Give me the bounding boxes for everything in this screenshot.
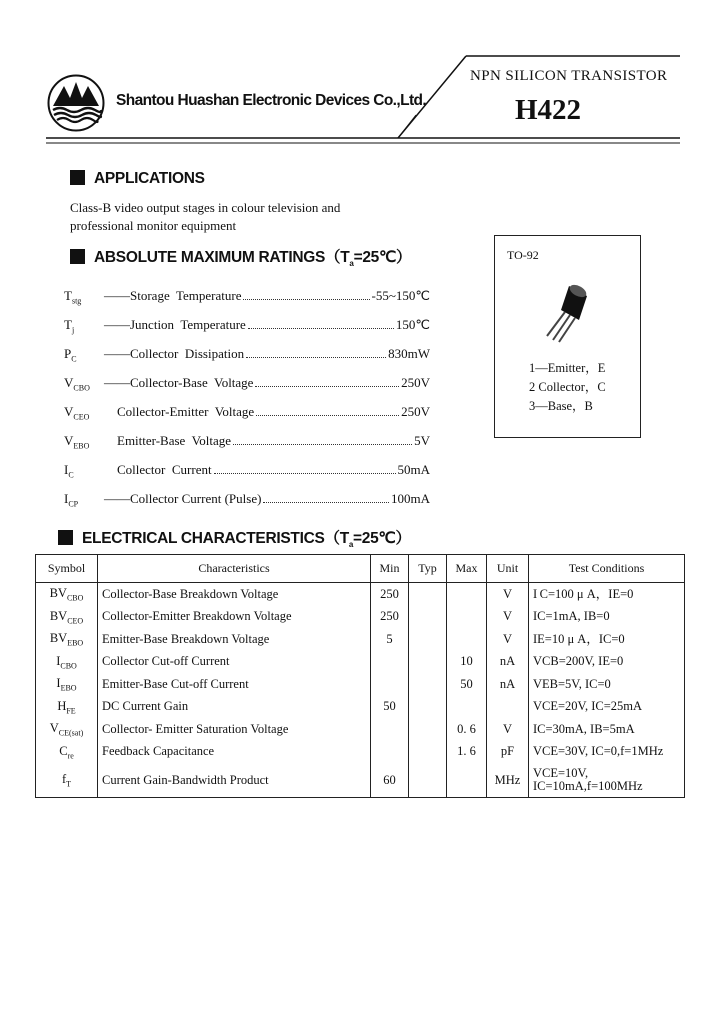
cell-typ bbox=[409, 741, 447, 764]
abs-max-row bbox=[64, 346, 434, 364]
rating-label: Emitter-Base Voltage bbox=[104, 433, 232, 448]
cell-characteristic: Collector-Emitter Breakdown Voltage bbox=[98, 606, 371, 629]
applications-text: Class-B video output stages in colour television and professional monitor equipment bbox=[70, 200, 341, 233]
table-row bbox=[36, 718, 685, 741]
cell-typ bbox=[409, 718, 447, 741]
leader-dots bbox=[246, 351, 386, 358]
rating-value: 150℃ bbox=[395, 317, 430, 332]
cell-min bbox=[371, 718, 409, 741]
cell-test-condition: VCE=30V, IC=0,f=1MHz bbox=[529, 741, 685, 764]
cell-unit: V bbox=[487, 628, 529, 651]
abs-max-row bbox=[64, 317, 434, 335]
rating-symbol: $V_{EBO}$ bbox=[64, 433, 90, 451]
leader-dots bbox=[248, 322, 394, 329]
cell-min bbox=[371, 673, 409, 696]
cell-typ bbox=[409, 628, 447, 651]
cell-max bbox=[447, 696, 487, 719]
col-unit: Unit bbox=[487, 555, 529, 583]
rating-label: ——Collector Dissipation bbox=[104, 346, 245, 361]
cell-max: 10 bbox=[447, 651, 487, 674]
rating-symbol: $V_{CEO}$ bbox=[64, 404, 90, 422]
rating-symbol: $P_C$ bbox=[64, 346, 77, 364]
cell-characteristic: Feedback Capacitance bbox=[98, 741, 371, 764]
cell-characteristic: Collector- Emitter Saturation Voltage bbox=[98, 718, 371, 741]
cell-test-condition: VCE=20V, IC=25mA bbox=[529, 696, 685, 719]
table-row bbox=[36, 673, 685, 696]
cell-unit: nA bbox=[487, 673, 529, 696]
cell-symbol: $f_T$ bbox=[36, 763, 98, 798]
rating-label: ——Collector Current (Pulse) bbox=[104, 491, 262, 506]
rating-label: ——Storage Temperature bbox=[104, 288, 242, 303]
col-symbol: Symbol bbox=[36, 555, 98, 583]
rating-value: 830mW bbox=[388, 346, 430, 361]
rating-symbol: $I_C$ bbox=[64, 462, 74, 480]
abs-max-row bbox=[64, 375, 434, 393]
rating-symbol: $T_{stg}$ bbox=[64, 288, 82, 306]
cell-typ bbox=[409, 673, 447, 696]
rating-value: 5V bbox=[414, 433, 430, 448]
cell-characteristic: Collector-Base Breakdown Voltage bbox=[98, 583, 371, 606]
table-row bbox=[36, 651, 685, 674]
table-row bbox=[36, 628, 685, 651]
rating-label: Collector-Emitter Voltage bbox=[104, 404, 255, 419]
pin-1-label: 1—Emitter，E bbox=[529, 361, 606, 375]
cell-test-condition: VEB=5V, IC=0 bbox=[529, 673, 685, 696]
rating-value: 250V bbox=[401, 375, 430, 390]
cell-characteristic: Current Gain-Bandwidth Product bbox=[98, 763, 371, 798]
cell-unit: nA bbox=[487, 651, 529, 674]
table-row bbox=[36, 606, 685, 629]
electrical-table bbox=[35, 554, 685, 798]
pin-3-label: 3—Base，B bbox=[529, 399, 593, 413]
cell-max bbox=[447, 763, 487, 798]
leader-dots bbox=[243, 293, 370, 300]
cell-symbol: $BV_{CBO}$ bbox=[36, 583, 98, 606]
pin-2-label: 2 Collector，C bbox=[529, 380, 606, 394]
table-row bbox=[36, 763, 685, 798]
company-name: Shantou Huashan Electronic Devices Co.,Ltd. bbox=[116, 92, 427, 109]
cell-typ bbox=[409, 696, 447, 719]
cell-characteristic: Emitter-Base Cut-off Current bbox=[98, 673, 371, 696]
cell-typ bbox=[409, 583, 447, 606]
cell-max bbox=[447, 583, 487, 606]
cell-test-condition: IC=30mA, IB=5mA bbox=[529, 718, 685, 741]
col-characteristics: Characteristics bbox=[98, 555, 371, 583]
part-number: H422 bbox=[515, 94, 582, 126]
cell-test-condition: IE=10 μ A，IC=0 bbox=[529, 628, 685, 651]
cell-symbol: $BV_{CEO}$ bbox=[36, 606, 98, 629]
abs-max-row bbox=[64, 433, 434, 451]
cell-characteristic: Collector Cut-off Current bbox=[98, 651, 371, 674]
rating-label: ——Collector-Base Voltage bbox=[104, 375, 254, 390]
cell-test-condition: IC=1mA, IB=0 bbox=[529, 606, 685, 629]
cell-max: 1. 6 bbox=[447, 741, 487, 764]
cell-unit: pF bbox=[487, 741, 529, 764]
leader-dots bbox=[214, 467, 396, 474]
package-box bbox=[494, 235, 641, 438]
rating-symbol: $V_{CBO}$ bbox=[64, 375, 90, 393]
rating-value: 50mA bbox=[397, 462, 430, 477]
cell-typ bbox=[409, 651, 447, 674]
cell-unit: V bbox=[487, 583, 529, 606]
leader-dots bbox=[256, 409, 399, 416]
cell-symbol: $I_{CBO}$ bbox=[36, 651, 98, 674]
col-min: Min bbox=[371, 555, 409, 583]
rating-label: Collector Current bbox=[104, 462, 212, 477]
cell-max: 50 bbox=[447, 673, 487, 696]
cell-symbol: $H_{FE}$ bbox=[36, 696, 98, 719]
rating-value: 100mA bbox=[391, 491, 430, 506]
table-row bbox=[36, 583, 685, 606]
cell-min: 50 bbox=[371, 696, 409, 719]
col-test-conditions: Test Conditions bbox=[529, 555, 685, 583]
package-name: TO-92 bbox=[507, 248, 539, 262]
rating-value: 250V bbox=[401, 404, 430, 419]
table-header-row bbox=[36, 555, 685, 583]
cell-max: 0. 6 bbox=[447, 718, 487, 741]
abs-max-row bbox=[64, 288, 434, 306]
cell-min bbox=[371, 741, 409, 764]
cell-symbol: $C_{re}$ bbox=[36, 741, 98, 764]
abs-max-row bbox=[64, 404, 434, 422]
cell-symbol: $V_{CE(sat)}$ bbox=[36, 718, 98, 741]
cell-typ bbox=[409, 606, 447, 629]
to92-package-icon bbox=[539, 280, 599, 344]
cell-symbol: $BV_{EBO}$ bbox=[36, 628, 98, 651]
rating-symbol: $T_j$ bbox=[64, 317, 75, 335]
abs-max-heading: ABSOLUTE MAXIMUM $RATINGS(T_a=25℃)$ bbox=[70, 245, 411, 268]
product-type: NPN SILICON TRANSISTOR bbox=[470, 68, 668, 84]
rating-symbol: $I_{CP}$ bbox=[64, 491, 79, 509]
cell-characteristic: DC Current Gain bbox=[98, 696, 371, 719]
col-typ: Typ bbox=[409, 555, 447, 583]
cell-test-condition: I C=100 μ A，IE=0 bbox=[529, 583, 685, 606]
applications-heading: APPLICATIONS bbox=[70, 170, 205, 188]
cell-min bbox=[371, 651, 409, 674]
square-bullet-icon bbox=[58, 530, 73, 545]
cell-characteristic: Emitter-Base Breakdown Voltage bbox=[98, 628, 371, 651]
cell-min: 5 bbox=[371, 628, 409, 651]
cell-typ bbox=[409, 763, 447, 798]
cell-unit bbox=[487, 696, 529, 719]
table-row bbox=[36, 741, 685, 764]
cell-unit: V bbox=[487, 606, 529, 629]
cell-symbol: $I_{EBO}$ bbox=[36, 673, 98, 696]
cell-min: 60 bbox=[371, 763, 409, 798]
leader-dots bbox=[233, 438, 412, 445]
electrical-heading: ELECTRICAL $CHARACTERISTICS(T_a=25℃)$ bbox=[58, 526, 411, 549]
table-row bbox=[36, 696, 685, 719]
cell-unit: V bbox=[487, 718, 529, 741]
col-max: Max bbox=[447, 555, 487, 583]
square-bullet-icon bbox=[70, 249, 85, 264]
rating-value: -55~150℃ bbox=[371, 288, 430, 303]
leader-dots bbox=[263, 496, 389, 503]
cell-min: 250 bbox=[371, 606, 409, 629]
leader-dots bbox=[255, 380, 399, 387]
abs-max-row bbox=[64, 491, 434, 509]
cell-test-condition: VCE=10V, IC=10mA,f=100MHz bbox=[529, 763, 685, 798]
rating-label: ——Junction Temperature bbox=[104, 317, 246, 332]
abs-max-row bbox=[64, 462, 434, 480]
cell-test-condition: VCB=200V, IE=0 bbox=[529, 651, 685, 674]
cell-unit: MHz bbox=[487, 763, 529, 798]
cell-max bbox=[447, 628, 487, 651]
cell-min: 250 bbox=[371, 583, 409, 606]
square-bullet-icon bbox=[70, 170, 85, 185]
cell-max bbox=[447, 606, 487, 629]
